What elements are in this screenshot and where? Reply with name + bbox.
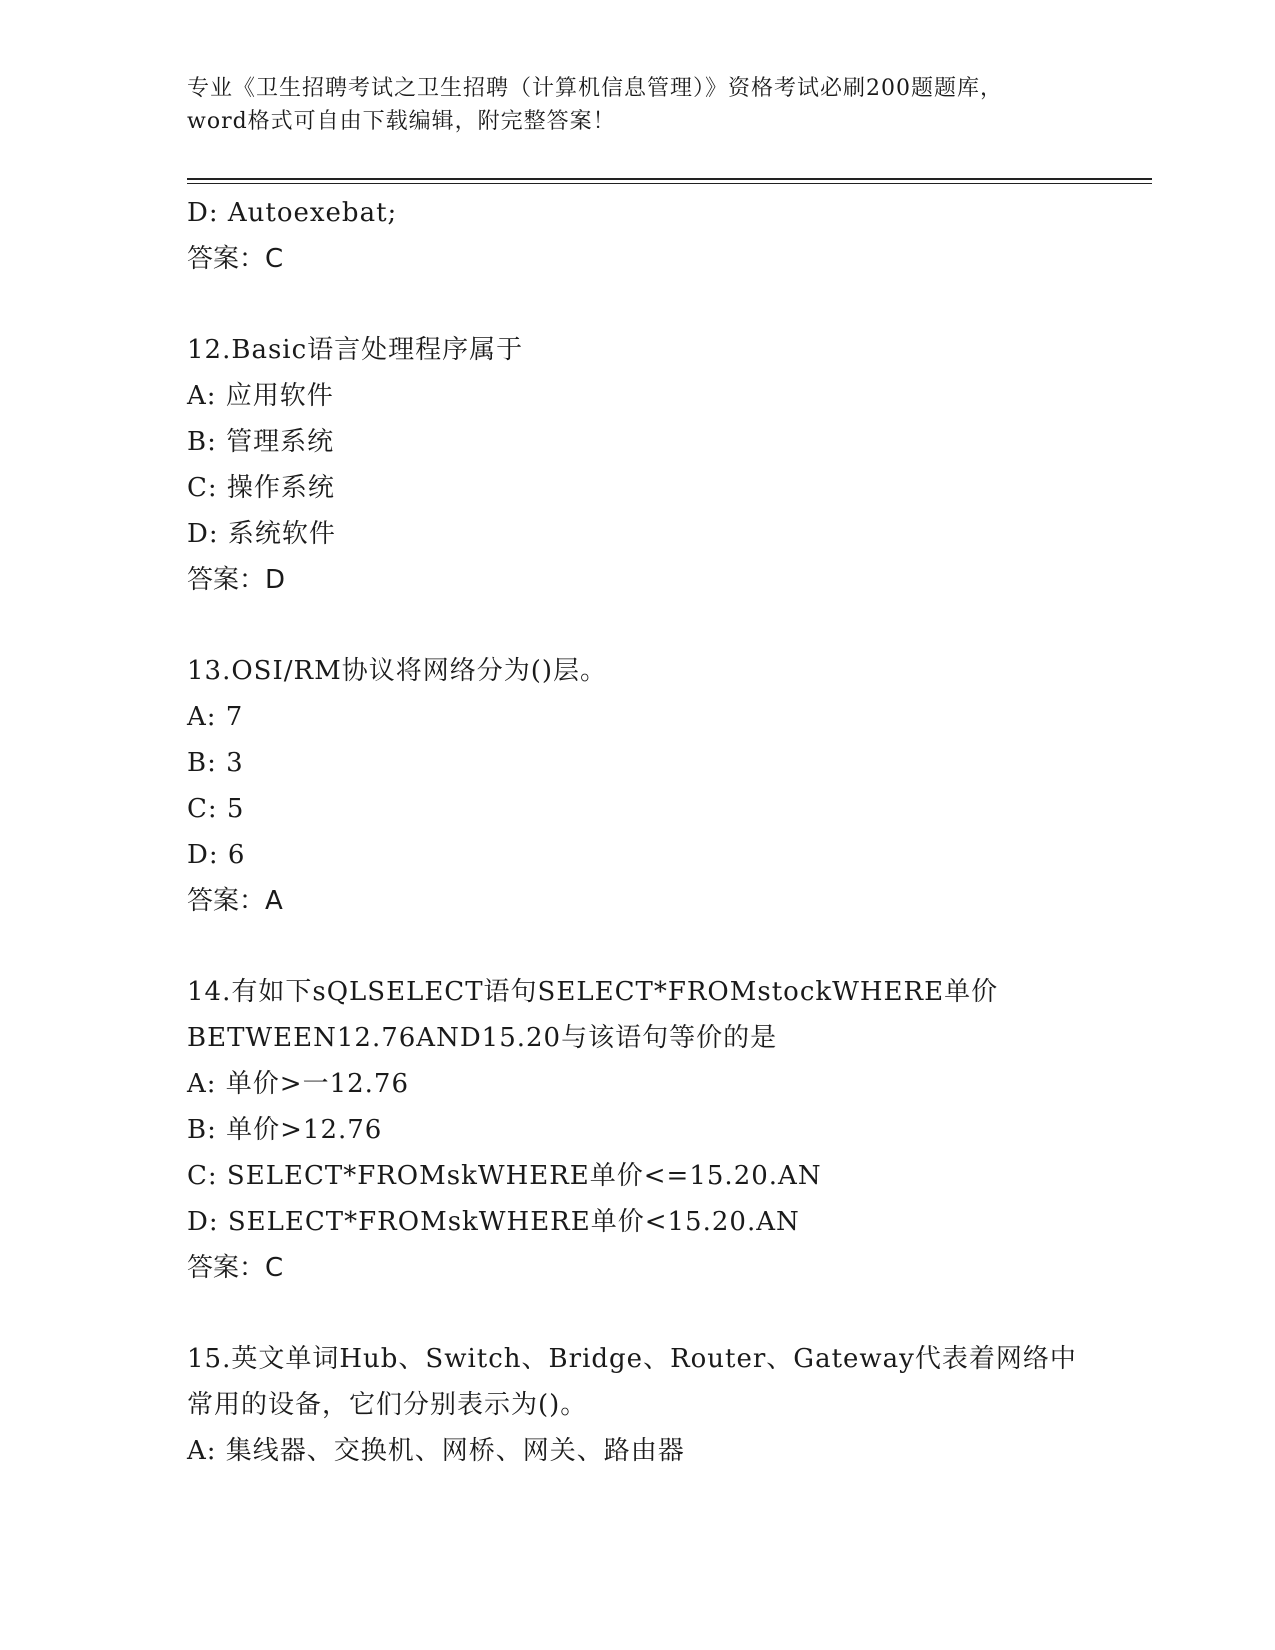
option-d: D: 6 — [187, 840, 246, 870]
question-stem: 15.英文单词Hub、Switch、Bridge、Router、Gateway代表着网络中 — [187, 1344, 1077, 1374]
option-b: B: 单价>12.76 — [187, 1115, 383, 1145]
option-c: C: 操作系统 — [187, 473, 335, 503]
question-12 — [187, 327, 1147, 603]
question-list — [187, 190, 1147, 1474]
header-line-1: 专业《卫生招聘考试之卫生招聘（计算机信息管理）》资格考试必刷200题题库， — [187, 76, 1003, 101]
answer: 答案：A — [187, 886, 283, 916]
option-c: C: SELECT*FROMskWHERE单价<=15.20.AN — [187, 1161, 822, 1191]
question-stem: 13.OSI/RM协议将网络分为()层。 — [187, 656, 607, 686]
question-14 — [187, 969, 1147, 1291]
option-a: A: 7 — [187, 702, 244, 732]
header-divider — [187, 178, 1152, 184]
option-b: B: 3 — [187, 748, 244, 778]
prev-answer: 答案：C — [187, 244, 284, 274]
question-stem-cont: 常用的设备，它们分别表示为()。 — [187, 1390, 588, 1420]
option-a: A: 单价>一12.76 — [187, 1069, 410, 1099]
question-15 — [187, 1336, 1147, 1474]
question-stem: 12.Basic语言处理程序属于 — [187, 335, 524, 365]
prev-option-d: D: Autoexebat; — [187, 198, 398, 228]
option-d: D: 系统软件 — [187, 519, 336, 549]
option-a: A: 集线器、交换机、网桥、网关、路由器 — [187, 1436, 685, 1466]
answer: 答案：D — [187, 565, 286, 595]
header-line-2: word格式可自由下载编辑，附完整答案！ — [187, 109, 616, 134]
answer: 答案：C — [187, 1253, 284, 1283]
question-stem-cont: BETWEEN12.76AND15.20与该语句等价的是 — [187, 1023, 778, 1053]
option-c: C: 5 — [187, 794, 245, 824]
document-header — [187, 72, 1087, 138]
question-stem: 14.有如下sQLSELECT语句SELECT*FROMstockWHERE单价 — [187, 977, 999, 1007]
option-b: B: 管理系统 — [187, 427, 335, 457]
question-13 — [187, 648, 1147, 924]
option-a: A: 应用软件 — [187, 381, 334, 411]
option-d: D: SELECT*FROMskWHERE单价<15.20.AN — [187, 1207, 800, 1237]
